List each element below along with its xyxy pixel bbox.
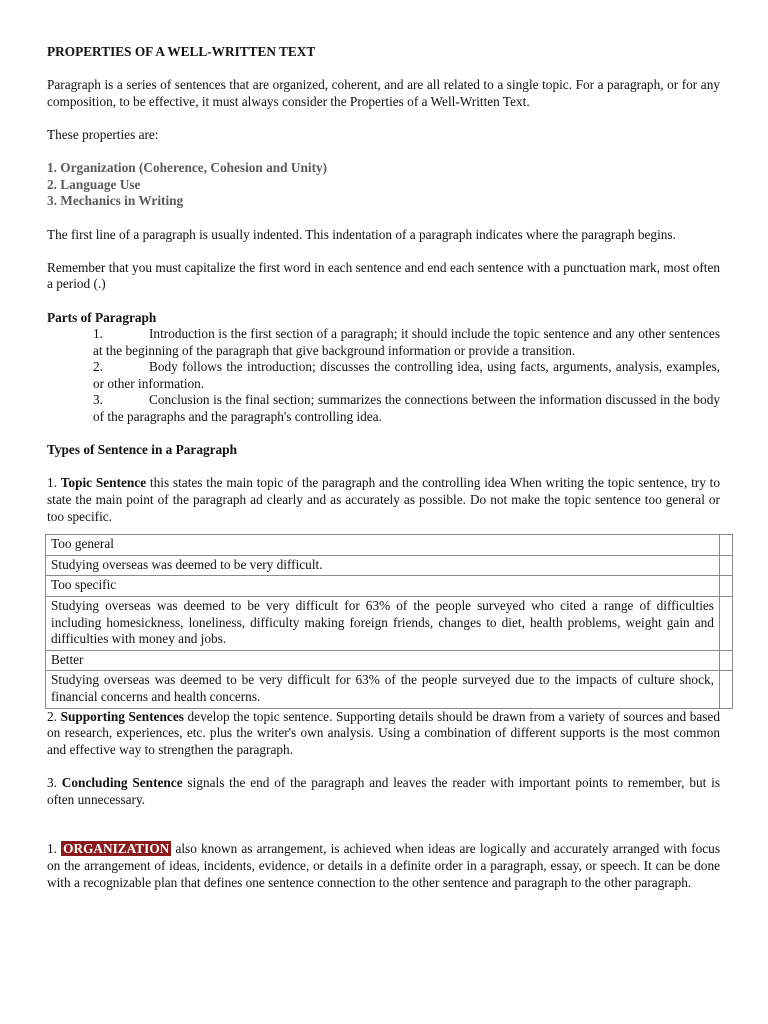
indent-paragraph: The first line of a paragraph is usually indented. This indentation of a paragraph indicates where the paragraph begins. [47, 226, 676, 242]
table-cell: Studying overseas was deemed to be very difficult for 63% of the people surveyed due to the impacts of culture shock, financial concerns and health concerns. [46, 671, 720, 708]
organization-paragraph [47, 841, 720, 891]
table-cell: Too specific [46, 576, 720, 597]
table-cell-empty [719, 555, 732, 576]
supporting-prefix: 2. [47, 708, 61, 724]
table-cell: Studying overseas was deemed to be very difficult for 63% of the people surveyed who cited a range of difficulties including homesickness, loneliness, difficulty making foreign friends, changes to diet, health problems, weight gain and difficulties with money and jobs. [46, 597, 720, 651]
properties-list [47, 160, 720, 210]
concluding-sentence-paragraph [47, 775, 720, 808]
topic-sentence-paragraph [47, 475, 720, 525]
table-row [46, 555, 733, 576]
concluding-text: signals the end of the paragraph and leaves the reader with important points to remember, but is often unnecessary. [47, 774, 720, 807]
properties-lead: These properties are: [47, 126, 159, 142]
examples-table [45, 534, 733, 708]
parts-item-number: 2. [93, 359, 103, 375]
table-cell-empty [719, 671, 732, 708]
supporting-label: Supporting Sentences [60, 708, 184, 724]
table-cell: Better [46, 650, 720, 671]
table-row [46, 671, 733, 708]
table-cell-empty [719, 650, 732, 671]
table-cell-empty [719, 535, 732, 556]
parts-item-conclusion [93, 392, 720, 425]
table-cell-empty [719, 576, 732, 597]
property-item-mechanics: 3. Mechanics in Writing [47, 193, 184, 209]
parts-list [47, 326, 720, 426]
parts-item-number: 1. [93, 326, 103, 342]
topic-sentence-label: Topic Sentence [60, 475, 147, 491]
organization-text: also known as arrangement, is achieved when ideas are logically and accurately arranged with focus on the arrangement of ideas, incidents, evidence, or details in a definite order in a paragraph, essay, or speech. It can be done with a recognizable plan that defines one sentence connection to the other sentence and paragraph to the other paragraph. [47, 841, 720, 890]
parts-item-number: 3. [93, 392, 103, 408]
organization-highlight: ORGANIZATION [63, 841, 170, 857]
table-row [46, 597, 733, 651]
topic-sentence-text: this states the main topic of the paragraph and the controlling idea When writing the topic sentence, try to state the main point of the paragraph ad clearly and as accurately as possible. Do not make the topic sentence too general or too specific. [47, 475, 720, 524]
table-row [46, 650, 733, 671]
concluding-label: Concluding Sentence [61, 774, 183, 790]
table-cell-empty [719, 597, 732, 651]
table-cell: Studying overseas was deemed to be very difficult. [46, 555, 720, 576]
topic-sentence-prefix: 1. [47, 475, 61, 491]
types-heading: Types of Sentence in a Paragraph [47, 442, 237, 458]
parts-item-text: Introduction is the first section of a paragraph; it should include the topic sentence and any other sentences at the beginning of the paragraph that give background information or provide a transition. [93, 326, 720, 358]
organization-prefix: 1. [47, 841, 62, 857]
concluding-prefix: 3. [47, 774, 62, 790]
table-row [46, 535, 733, 556]
supporting-sentences-paragraph [47, 709, 720, 759]
table-cell: Too general [46, 535, 720, 556]
table-row [46, 576, 733, 597]
parts-item-text: Conclusion is the final section; summarizes the connections between the information discussed in the body of the paragraphs and the paragraph's controlling idea. [93, 392, 720, 425]
supporting-text: develop the topic sentence. Supporting details should be drawn from a variety of sources and based on research, experiences, etc. plus the writer's own analysis. Using a combination of different supports is the most common and effective way to strengthen the paragraph. [47, 708, 720, 757]
property-item-language-use: 2. Language Use [47, 176, 141, 192]
parts-item-text: Body follows the introduction; discusses the controlling idea, using facts, arguments, analysis, examples, or other information. [93, 359, 720, 391]
document-page [47, 44, 720, 891]
capitalize-paragraph: Remember that you must capitalize the first word in each sentence and end each sentence with a punctuation mark, most often a period (.) [47, 259, 720, 292]
property-item-organization: 1. Organization (Coherence, Cohesion and Unity) [47, 160, 328, 176]
parts-heading: Parts of Paragraph [47, 309, 157, 325]
parts-item-body [93, 359, 720, 392]
intro-paragraph: Paragraph is a series of sentences that are organized, coherent, and are all related to a single topic. For a paragraph, or for any composition, to be effective, it must always consider the Properties of a Well-Written Text. [47, 77, 720, 109]
page-title: PROPERTIES OF A WELL-WRITTEN TEXT [47, 44, 316, 59]
parts-item-introduction [93, 326, 720, 359]
